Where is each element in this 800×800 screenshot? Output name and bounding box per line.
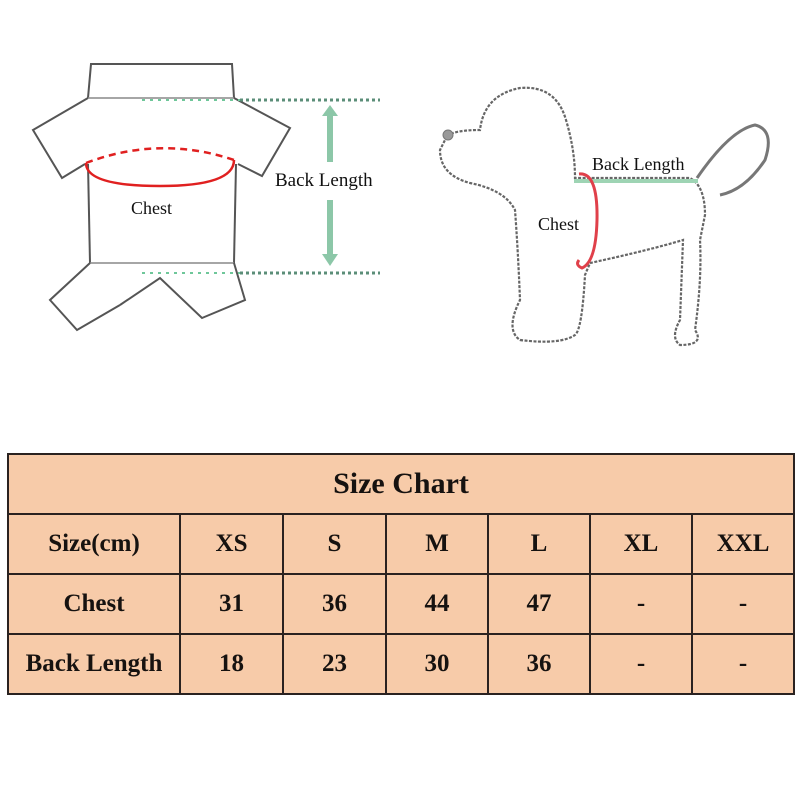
cell-chest-s: 36 bbox=[283, 574, 386, 634]
size-chart-table bbox=[7, 453, 795, 695]
cell-back-xxl: - bbox=[692, 634, 794, 694]
table-row-back-length bbox=[8, 634, 794, 694]
size-chart-title-row bbox=[8, 454, 794, 514]
size-chart bbox=[7, 453, 793, 695]
header-xs: XS bbox=[180, 514, 283, 574]
row-label-chest: Chest bbox=[8, 574, 180, 634]
cell-back-xl: - bbox=[590, 634, 692, 694]
garment-diagram bbox=[0, 40, 400, 340]
cell-chest-l: 47 bbox=[488, 574, 590, 634]
size-chart-title: Size Chart bbox=[8, 454, 794, 514]
header-m: M bbox=[386, 514, 488, 574]
header-xxl: XXL bbox=[692, 514, 794, 574]
cell-chest-xl: - bbox=[590, 574, 692, 634]
cell-chest-xxl: - bbox=[692, 574, 794, 634]
header-size-cm: Size(cm) bbox=[8, 514, 180, 574]
cell-back-l: 36 bbox=[488, 634, 590, 694]
garment-chest-label: Chest bbox=[131, 198, 173, 218]
dog-outline-icon bbox=[420, 60, 780, 360]
cell-back-xs: 18 bbox=[180, 634, 283, 694]
header-l: L bbox=[488, 514, 590, 574]
table-row-chest bbox=[8, 574, 794, 634]
header-s: S bbox=[283, 514, 386, 574]
header-xl: XL bbox=[590, 514, 692, 574]
cell-chest-m: 44 bbox=[386, 574, 488, 634]
garment-back-length-label: Back Length bbox=[275, 170, 373, 191]
dog-diagram bbox=[420, 60, 780, 360]
row-label-back-length: Back Length bbox=[8, 634, 180, 694]
cell-chest-xs: 31 bbox=[180, 574, 283, 634]
dog-chest-label: Chest bbox=[538, 214, 580, 234]
dog-back-length-label: Back Length bbox=[592, 154, 685, 174]
cell-back-m: 30 bbox=[386, 634, 488, 694]
cell-back-s: 23 bbox=[283, 634, 386, 694]
size-chart-header-row bbox=[8, 514, 794, 574]
